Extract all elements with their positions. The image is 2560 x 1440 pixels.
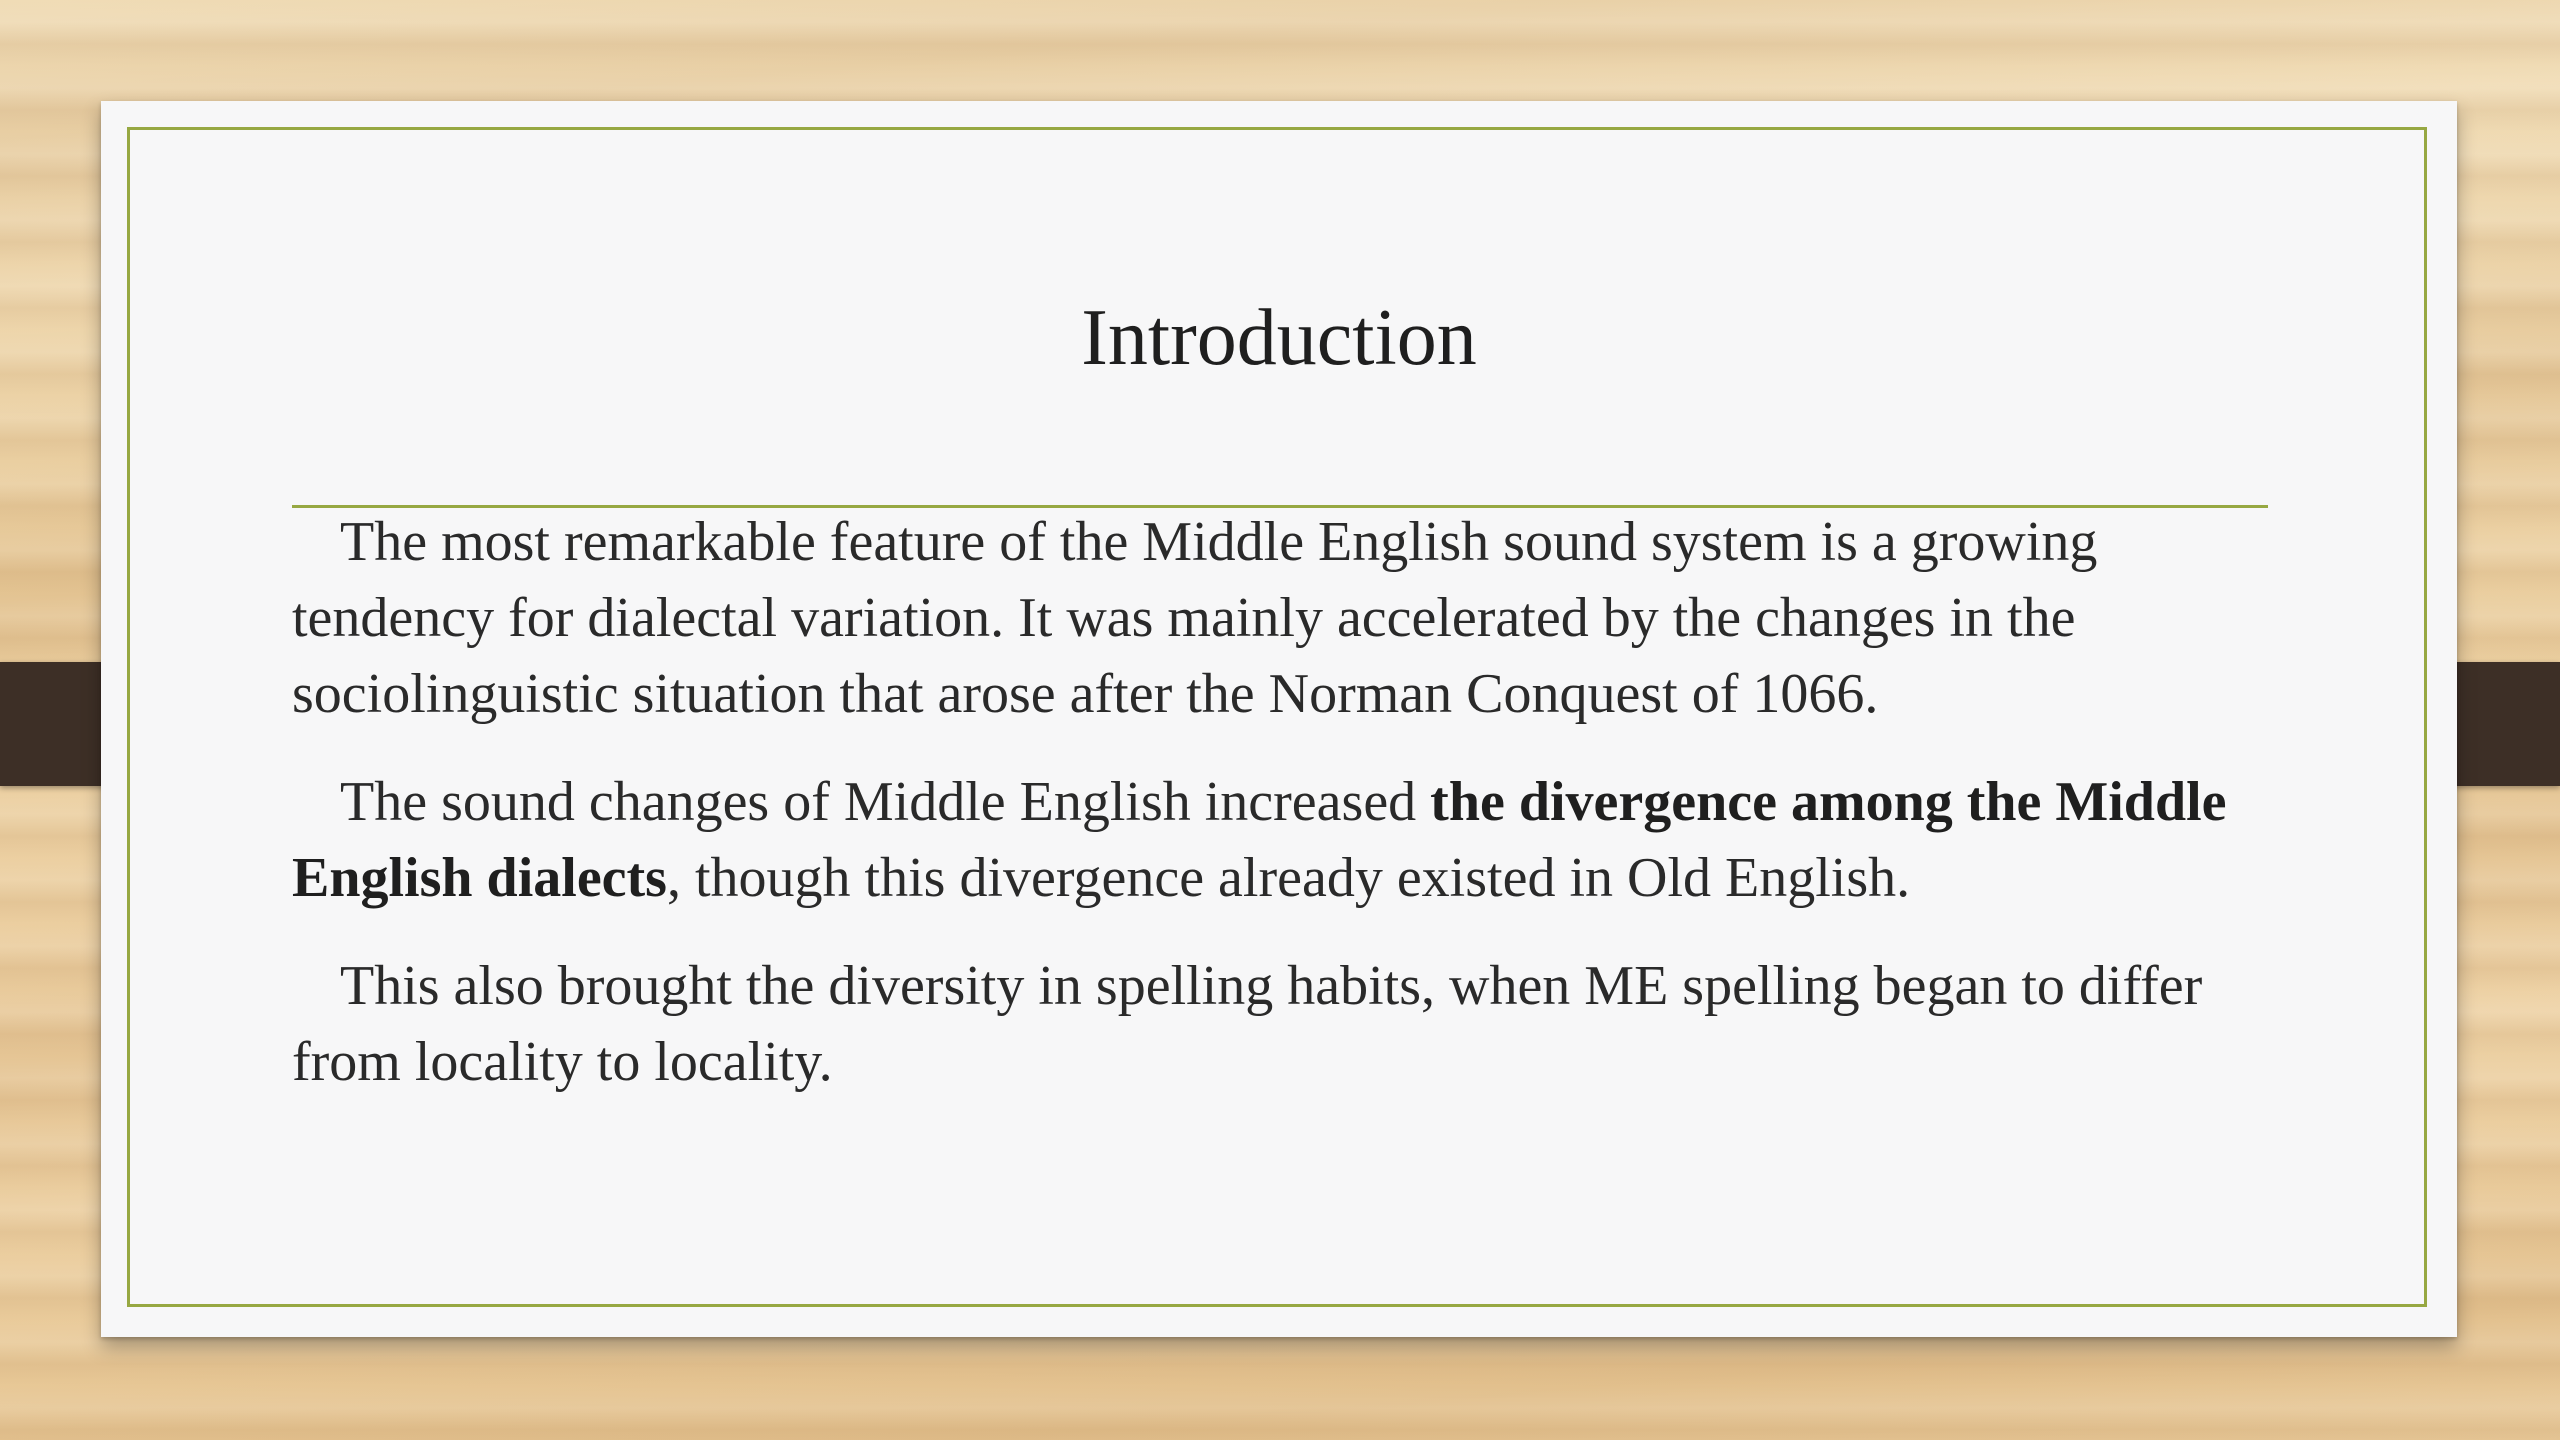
slide: [101, 101, 2457, 1337]
paragraph-2-text-end: , though this divergence already existed in Old English.: [666, 847, 1911, 909]
paragraph-3-text: This also brought the diversity in spelling habits, when ME spelling began to differ from locality to locality.: [292, 955, 2203, 1093]
paragraph-1: [292, 504, 2292, 732]
paragraph-2-emphasis: the divergence among the Middle English dialects: [292, 771, 2227, 909]
paragraph-2-text-start: The sound changes of Middle English increased: [340, 771, 1431, 833]
paragraph-1-text: The most remarkable feature of the Middle English sound system is a growing tendency for dialectal variation. It was mainly accelerated by the changes in the sociolinguistic situation that arose after the Norman Conquest of 1066.: [292, 511, 2098, 725]
paragraph-2: [292, 764, 2292, 916]
slide-title: Introduction: [1081, 294, 1477, 382]
paragraph-3: [292, 948, 2292, 1100]
slide-body: [292, 504, 2292, 1132]
